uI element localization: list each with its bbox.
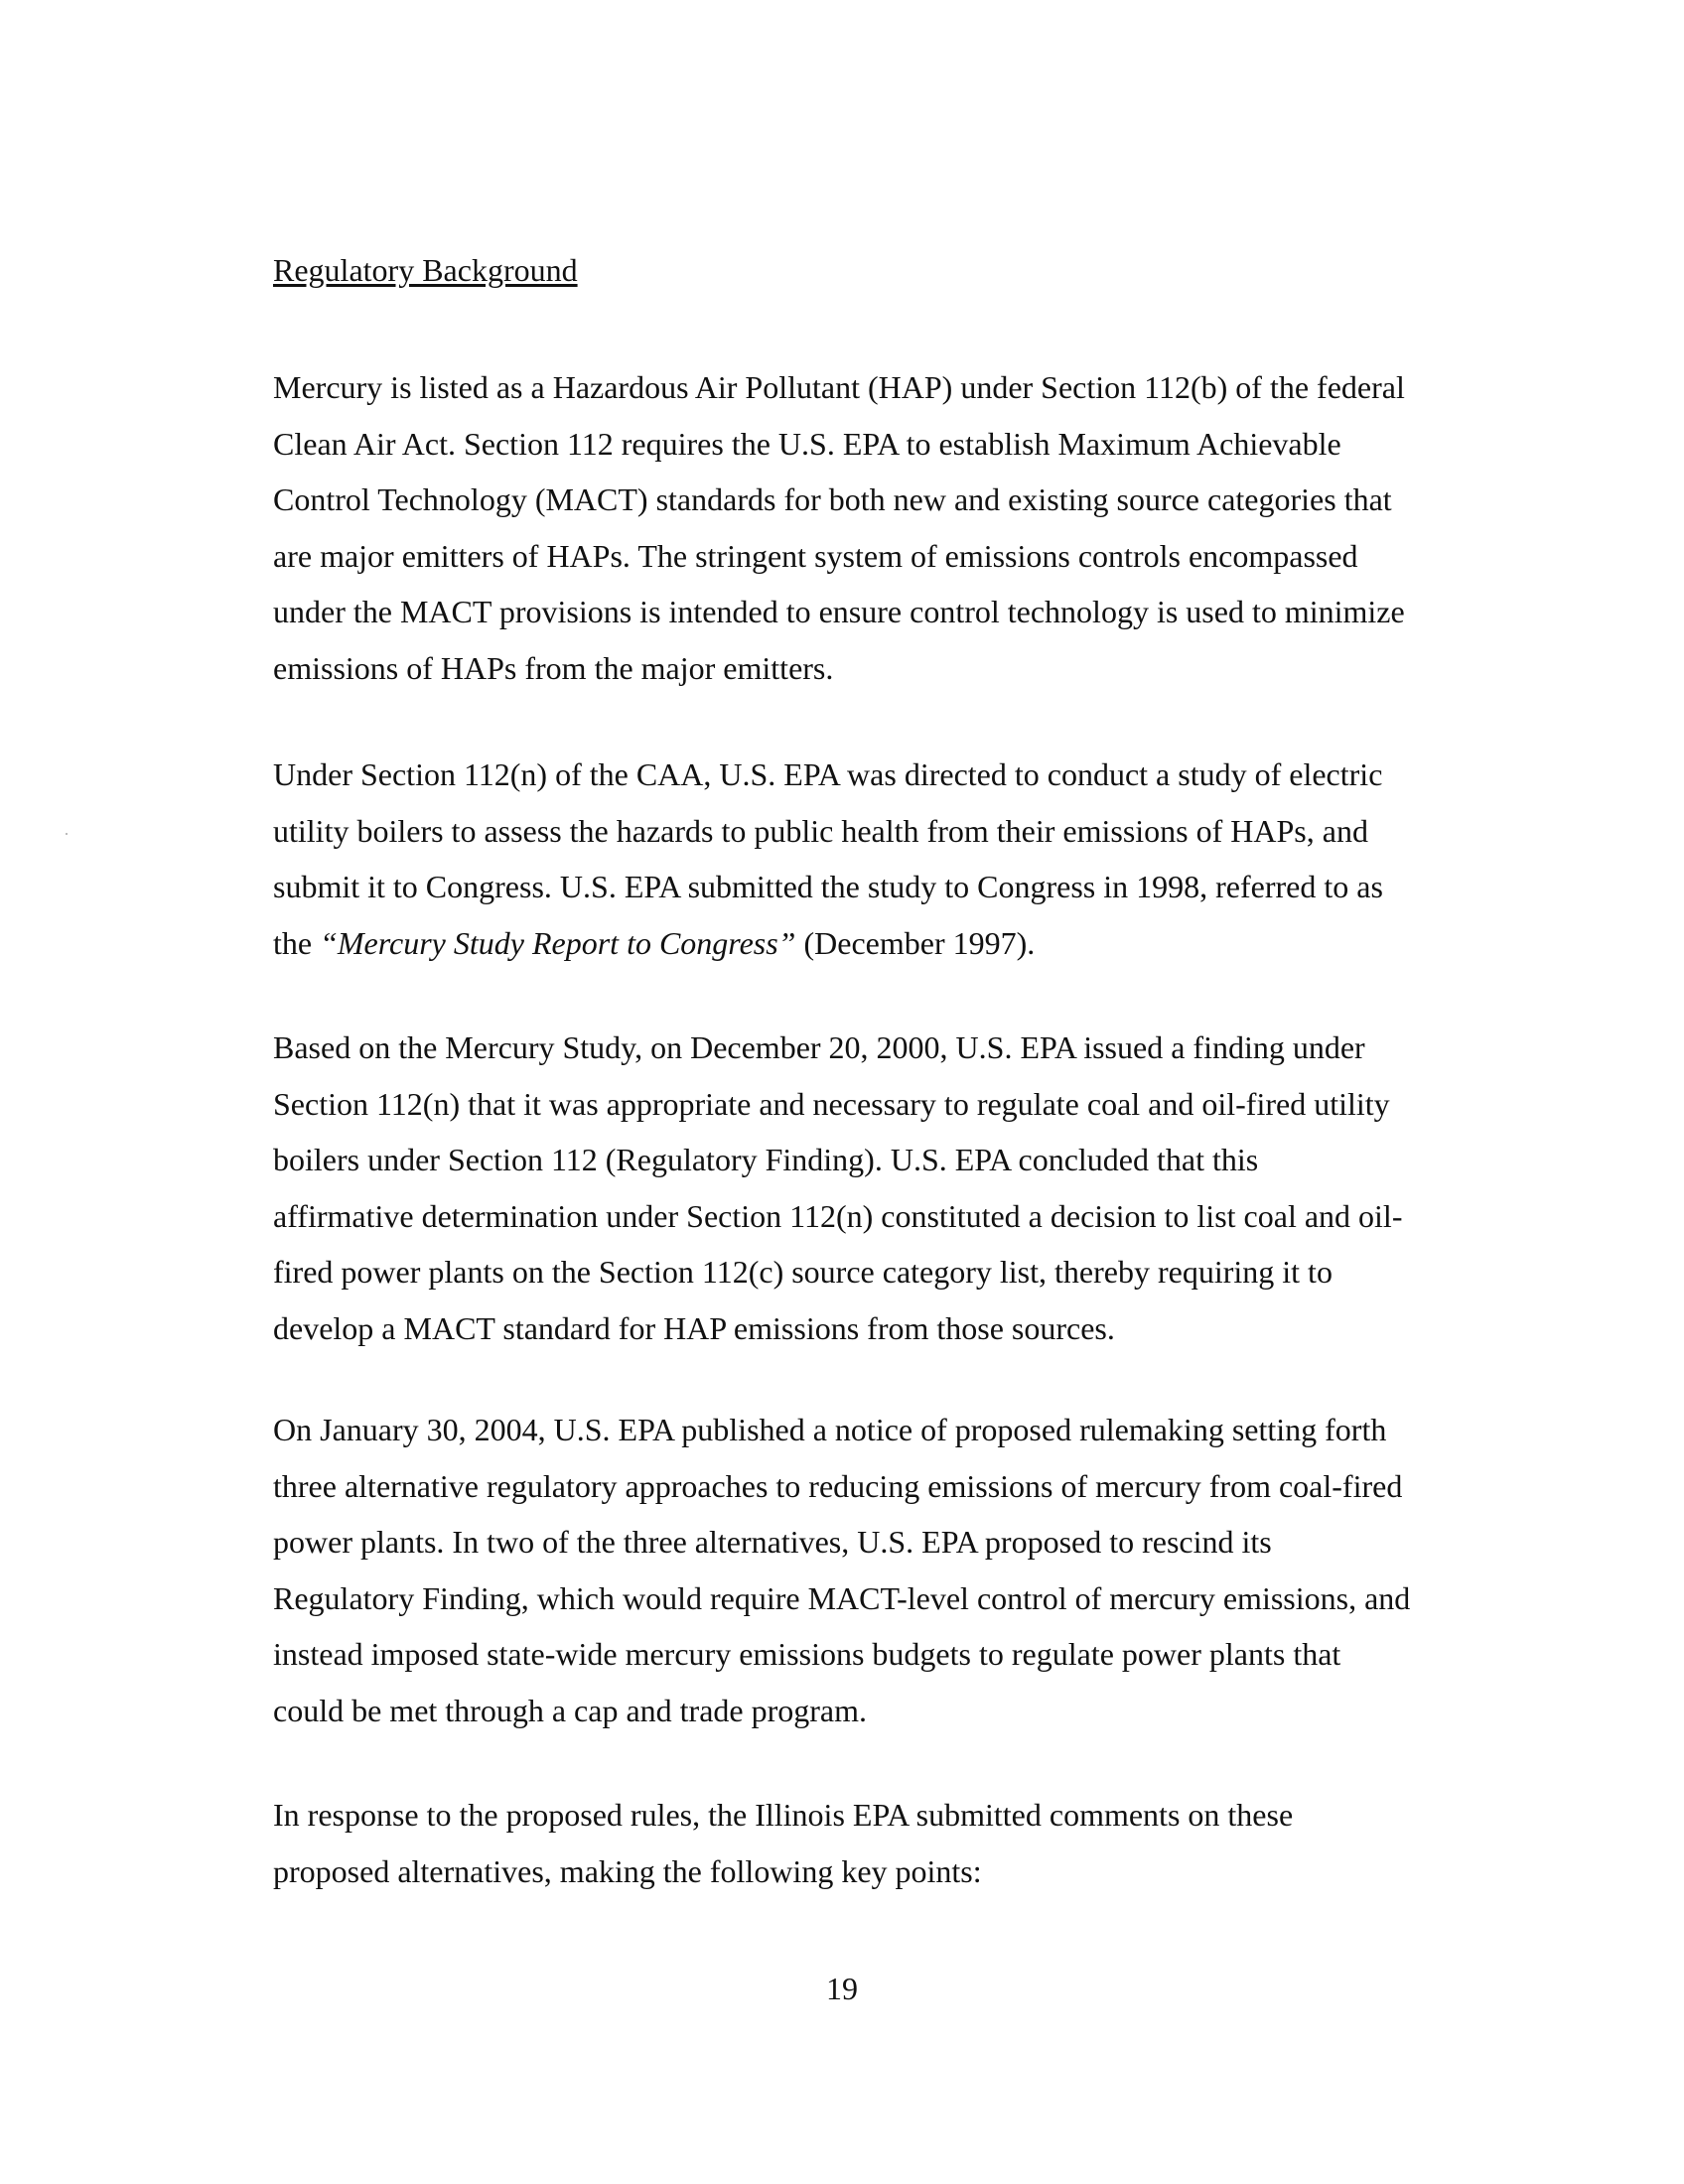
paragraph-proposed-rulemaking xyxy=(273,1402,1410,1738)
paragraph-line: three alternative regulatory approaches to reducing emissions of mercury from coal-fired xyxy=(273,1467,1403,1504)
paragraph-section-112n-study xyxy=(273,747,1383,971)
paragraph-regulatory-finding xyxy=(273,1020,1402,1356)
paragraph-mercury-hap xyxy=(273,359,1405,696)
paragraph-line: affirmative determination under Section 112(n) constituted a decision to list coal and oil- xyxy=(273,1197,1403,1234)
paragraph-line: could be met through a cap and trade program. xyxy=(273,1692,867,1728)
paragraph-line: On January 30, 2004, U.S. EPA published a notice of proposed rulemaking setting forth xyxy=(273,1412,1387,1447)
report-title: “Mercury Study Report to Congress” xyxy=(320,924,796,961)
paragraph-line: instead imposed state-wide mercury emissions budgets to regulate power plants that xyxy=(273,1636,1341,1672)
paragraph-line: Control Technology (MACT) standards for both new and existing source categories that xyxy=(273,481,1392,517)
section-heading: Regulatory Background xyxy=(273,252,578,288)
line-prefix: the xyxy=(273,924,321,961)
paragraph-line: Regulatory Finding, which would require MACT-level control of mercury emissions, and xyxy=(273,1579,1411,1616)
paragraph-line: fired power plants on the Section 112(c) source category list, thereby requiring it to xyxy=(273,1254,1333,1290)
paragraph-line xyxy=(273,915,1383,972)
paragraph-line: Section 112(n) that it was appropriate and necessary to regulate coal and oil-fired utility xyxy=(273,1085,1390,1122)
paragraph-line: develop a MACT standard for HAP emissions from those sources. xyxy=(273,1309,1115,1346)
paragraph-line: proposed alternatives, making the following key points: xyxy=(273,1852,982,1889)
paragraph-line: Mercury is listed as a Hazardous Air Pollutant (HAP) under Section 112(b) of the federal xyxy=(273,369,1405,405)
paragraph-line: boilers under Section 112 (Regulatory Finding). U.S. EPA concluded that this xyxy=(273,1142,1259,1177)
paragraph-line: submit it to Congress. U.S. EPA submitted the study to Congress in 1998, referred to as xyxy=(273,869,1383,904)
paragraph-line: Based on the Mercury Study, on December 20, 2000, U.S. EPA issued a finding under xyxy=(273,1029,1365,1065)
paragraph-illinois-comments xyxy=(273,1787,1293,1899)
paragraph-line: Under Section 112(n) of the CAA, U.S. EPA was directed to conduct a study of electric xyxy=(273,756,1383,792)
scan-artifact xyxy=(66,833,68,835)
paragraph-line: power plants. In two of the three alternatives, U.S. EPA proposed to rescind its xyxy=(273,1524,1272,1560)
paragraph-line: emissions of HAPs from the major emitters. xyxy=(273,649,834,686)
paragraph-line: In response to the proposed rules, the Illinois EPA submitted comments on these xyxy=(273,1797,1294,1833)
paragraph-line: are major emitters of HAPs. The stringent system of emissions controls encompassed xyxy=(273,537,1358,574)
paragraph-line: utility boilers to assess the hazards to public health from their emissions of HAPs, and xyxy=(273,812,1368,849)
page-number: 19 xyxy=(826,1971,858,2006)
paragraph-line: under the MACT provisions is intended to ensure control technology is used to minimize xyxy=(273,594,1405,629)
paragraph-line: Clean Air Act. Section 112 requires the U.S. EPA to establish Maximum Achievable xyxy=(273,425,1341,462)
line-suffix: (December 1997). xyxy=(795,924,1036,961)
